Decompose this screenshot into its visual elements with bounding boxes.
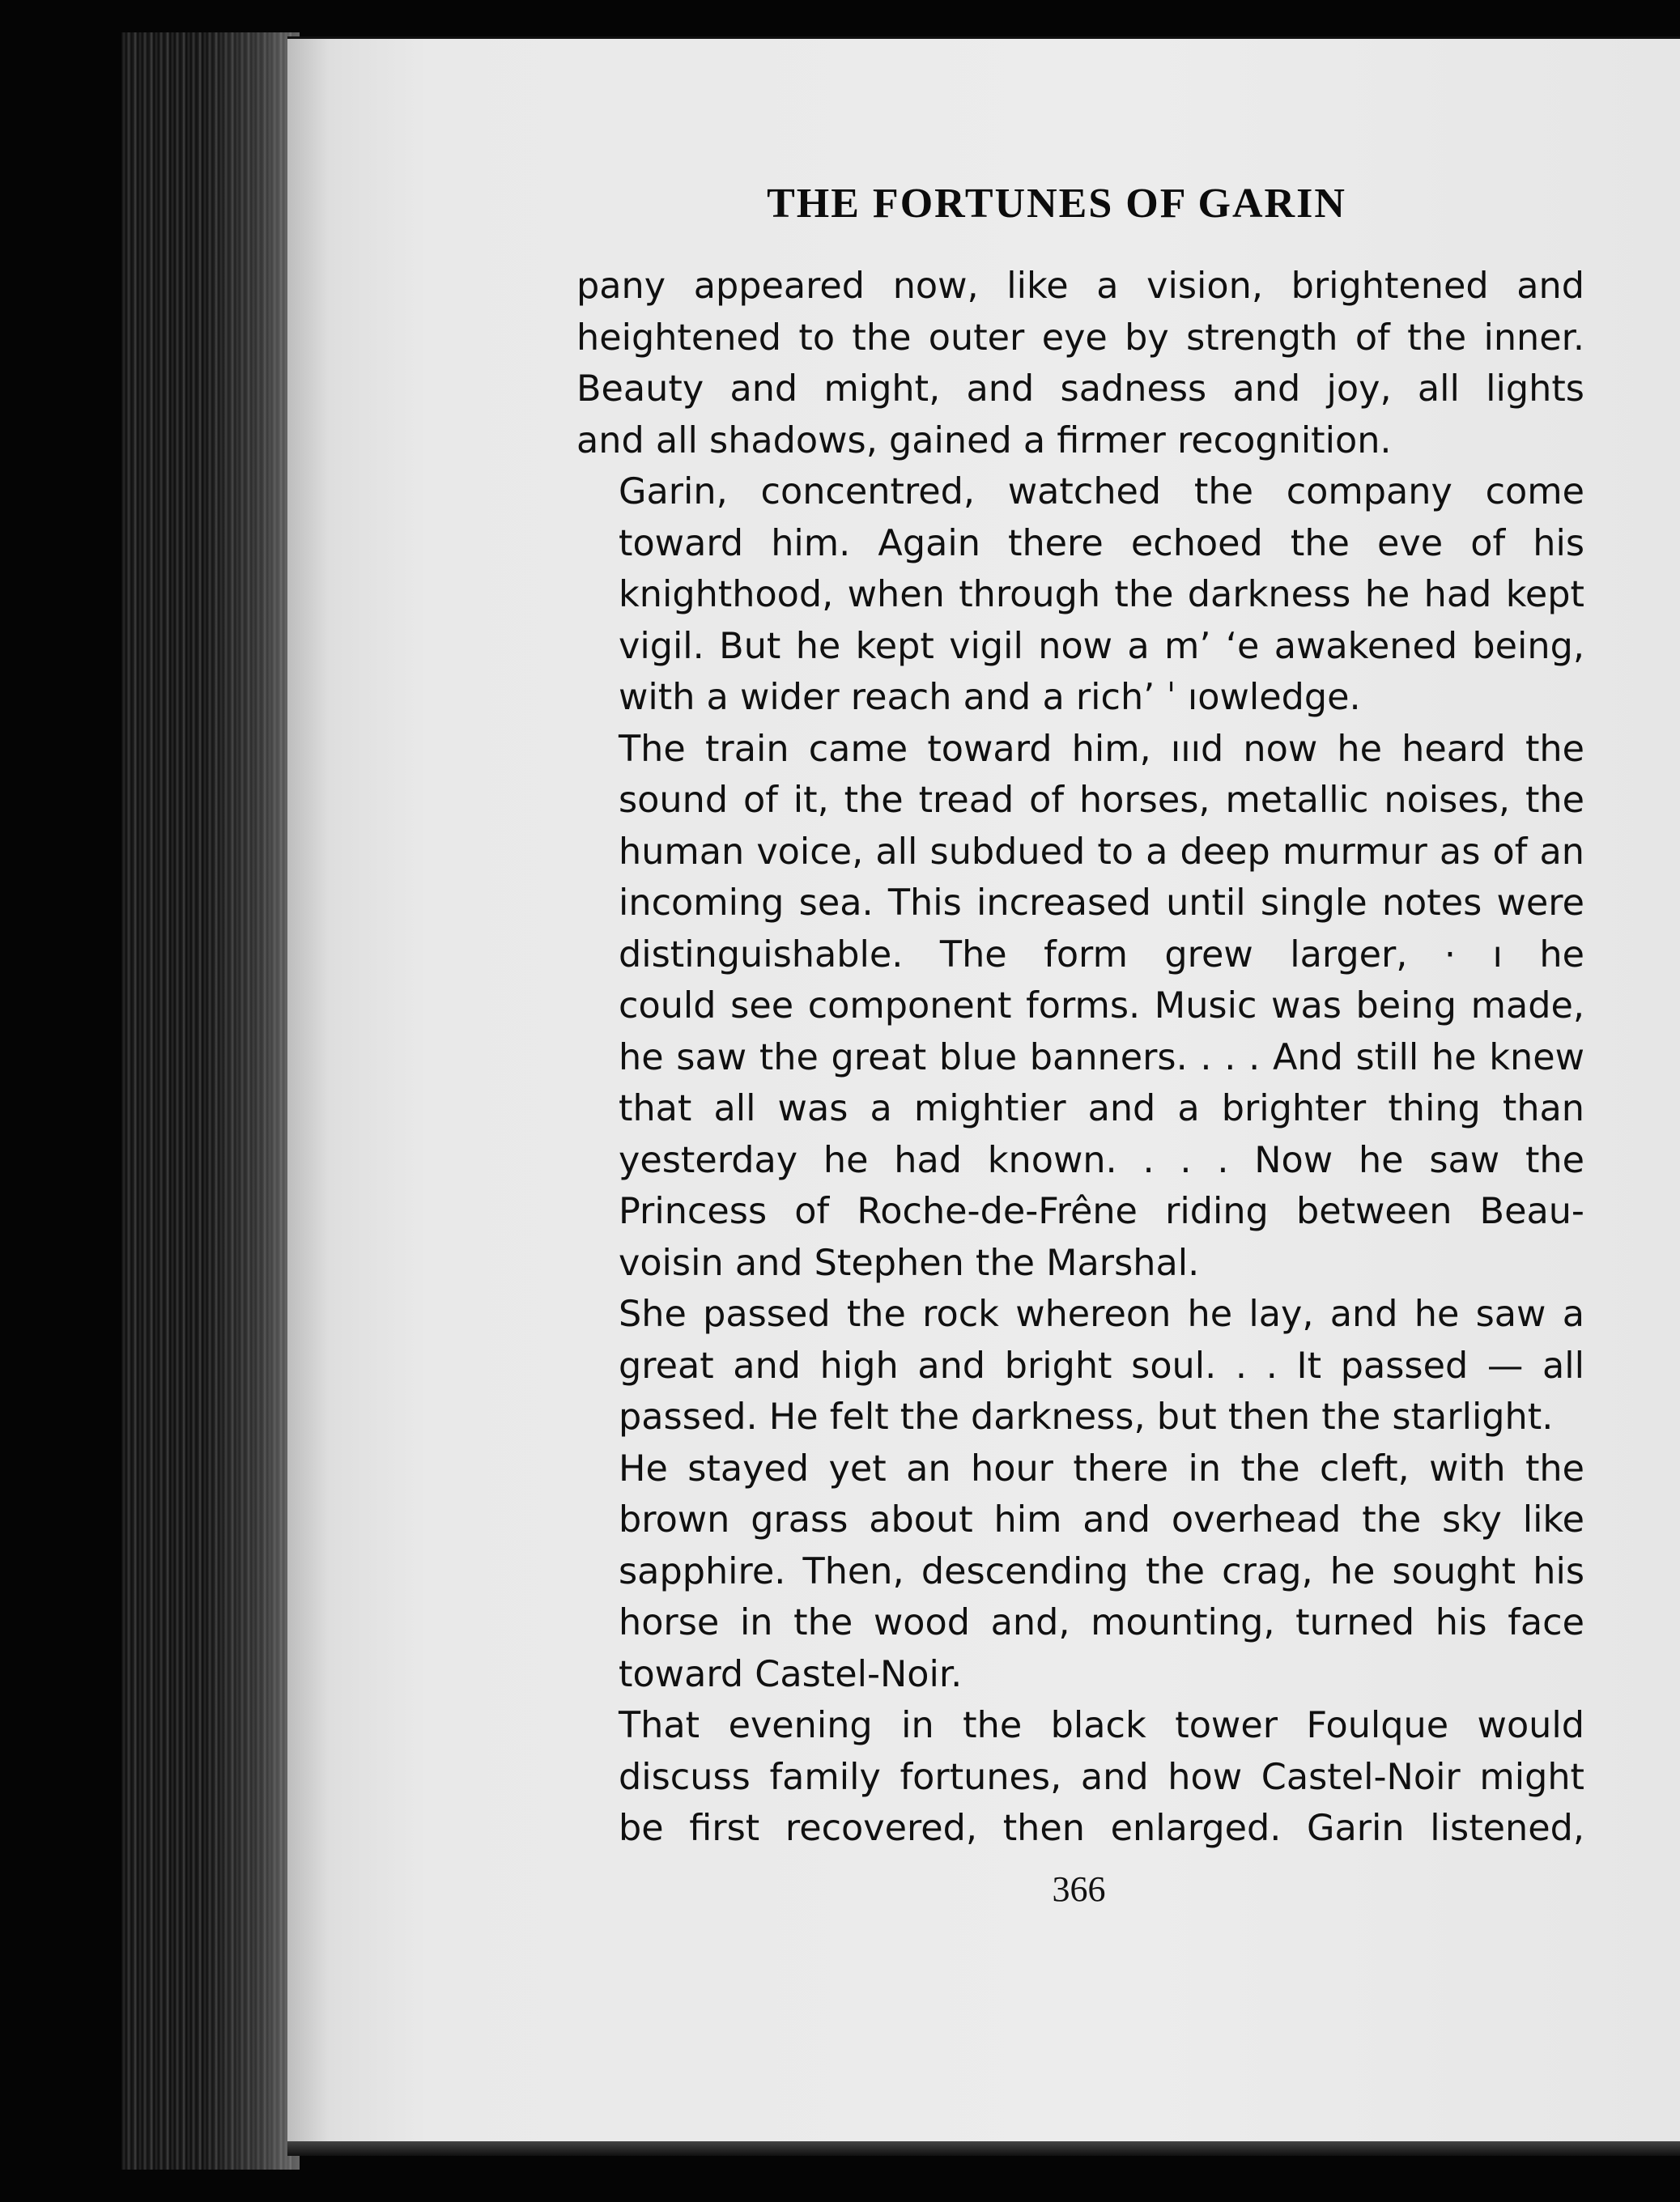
text-line: horse in the wood and, mounting, turned his face <box>619 1602 1584 1643</box>
text-line: discuss family fortunes, and how Castel-Noir might <box>619 1756 1584 1798</box>
text-line: distinguishable. The form grew larger, · ı he <box>619 933 1584 976</box>
paragraph-5 <box>576 1443 1584 1701</box>
text-line: could see component forms. Music was being made, <box>619 985 1584 1027</box>
text-line: toward him. Again there echoed the eve of his <box>619 522 1584 564</box>
text-line: that all was a mightier and a brighter thing than <box>619 1088 1584 1129</box>
text-line: with a wider reach and a rich’ ˈ ıowledge. <box>619 677 1361 718</box>
text-line: and all shadows, gained a firmer recognition. <box>576 419 1392 461</box>
text-line: That evening in the black tower Foulque would <box>619 1705 1584 1746</box>
text-line: voisin and Stephen the Marshal. <box>619 1242 1200 1284</box>
text-line: heightened to the outer eye by strength of the inner. <box>576 317 1584 359</box>
text-line: great and high and bright soul. . . It passed — all <box>619 1345 1584 1387</box>
text-line: Princess of Roche-de-Frêne riding between Beau- <box>619 1191 1584 1232</box>
text-line: He stayed yet an hour there in the cleft, with the <box>619 1447 1584 1490</box>
gutter-shadow <box>202 32 300 2170</box>
page-number: 366 <box>1052 1869 1106 1909</box>
paragraph-6 <box>576 1700 1584 1855</box>
text-line: brown grass about him and overhead the sky like <box>619 1499 1584 1541</box>
text-line: sound of it, the tread of horses, metallic noises, the <box>619 780 1584 821</box>
page-bottom-edge <box>287 2141 1680 2156</box>
text-line: yesterday he had known. . . . Now he saw the <box>619 1139 1584 1181</box>
text-line: She passed the rock whereon he lay, and he saw a <box>619 1294 1584 1335</box>
text-line: be first recovered, then enlarged. Garin listened, <box>619 1808 1584 1849</box>
text-line: Garin, concentred, watched the company come <box>619 471 1584 512</box>
text-line: passed. He felt the darkness, but then the starlight. <box>619 1396 1554 1438</box>
text-line: vigil. But he kept vigil now a m’ ‘e awakened being, <box>619 625 1584 667</box>
text-line: knighthood, when through the darkness he had kept <box>619 574 1584 615</box>
body-text <box>576 261 1584 1855</box>
text-line: pany appeared now, like a vision, brightened and <box>576 266 1584 307</box>
text-line: sapphire. Then, descending the crag, he sought his <box>619 1550 1584 1592</box>
text-line: incoming sea. This increased until single notes were <box>619 882 1584 924</box>
paragraph-1 <box>576 261 1584 466</box>
paragraph-2 <box>576 466 1584 724</box>
text-line: toward Castel-Noir. <box>619 1653 963 1695</box>
text-line: Beauty and might, and sadness and joy, all lights <box>576 368 1584 410</box>
running-head: THE FORTUNES OF GARIN <box>767 181 1346 227</box>
text-line: The train came toward him, ıııd now he heard the <box>619 728 1584 770</box>
text-line: he saw the great blue banners. . . . And still he knew <box>619 1036 1584 1078</box>
paragraph-3 <box>576 724 1584 1290</box>
text-line: human voice, all subdued to a deep murmur as of an <box>619 831 1584 873</box>
paragraph-4 <box>576 1289 1584 1443</box>
